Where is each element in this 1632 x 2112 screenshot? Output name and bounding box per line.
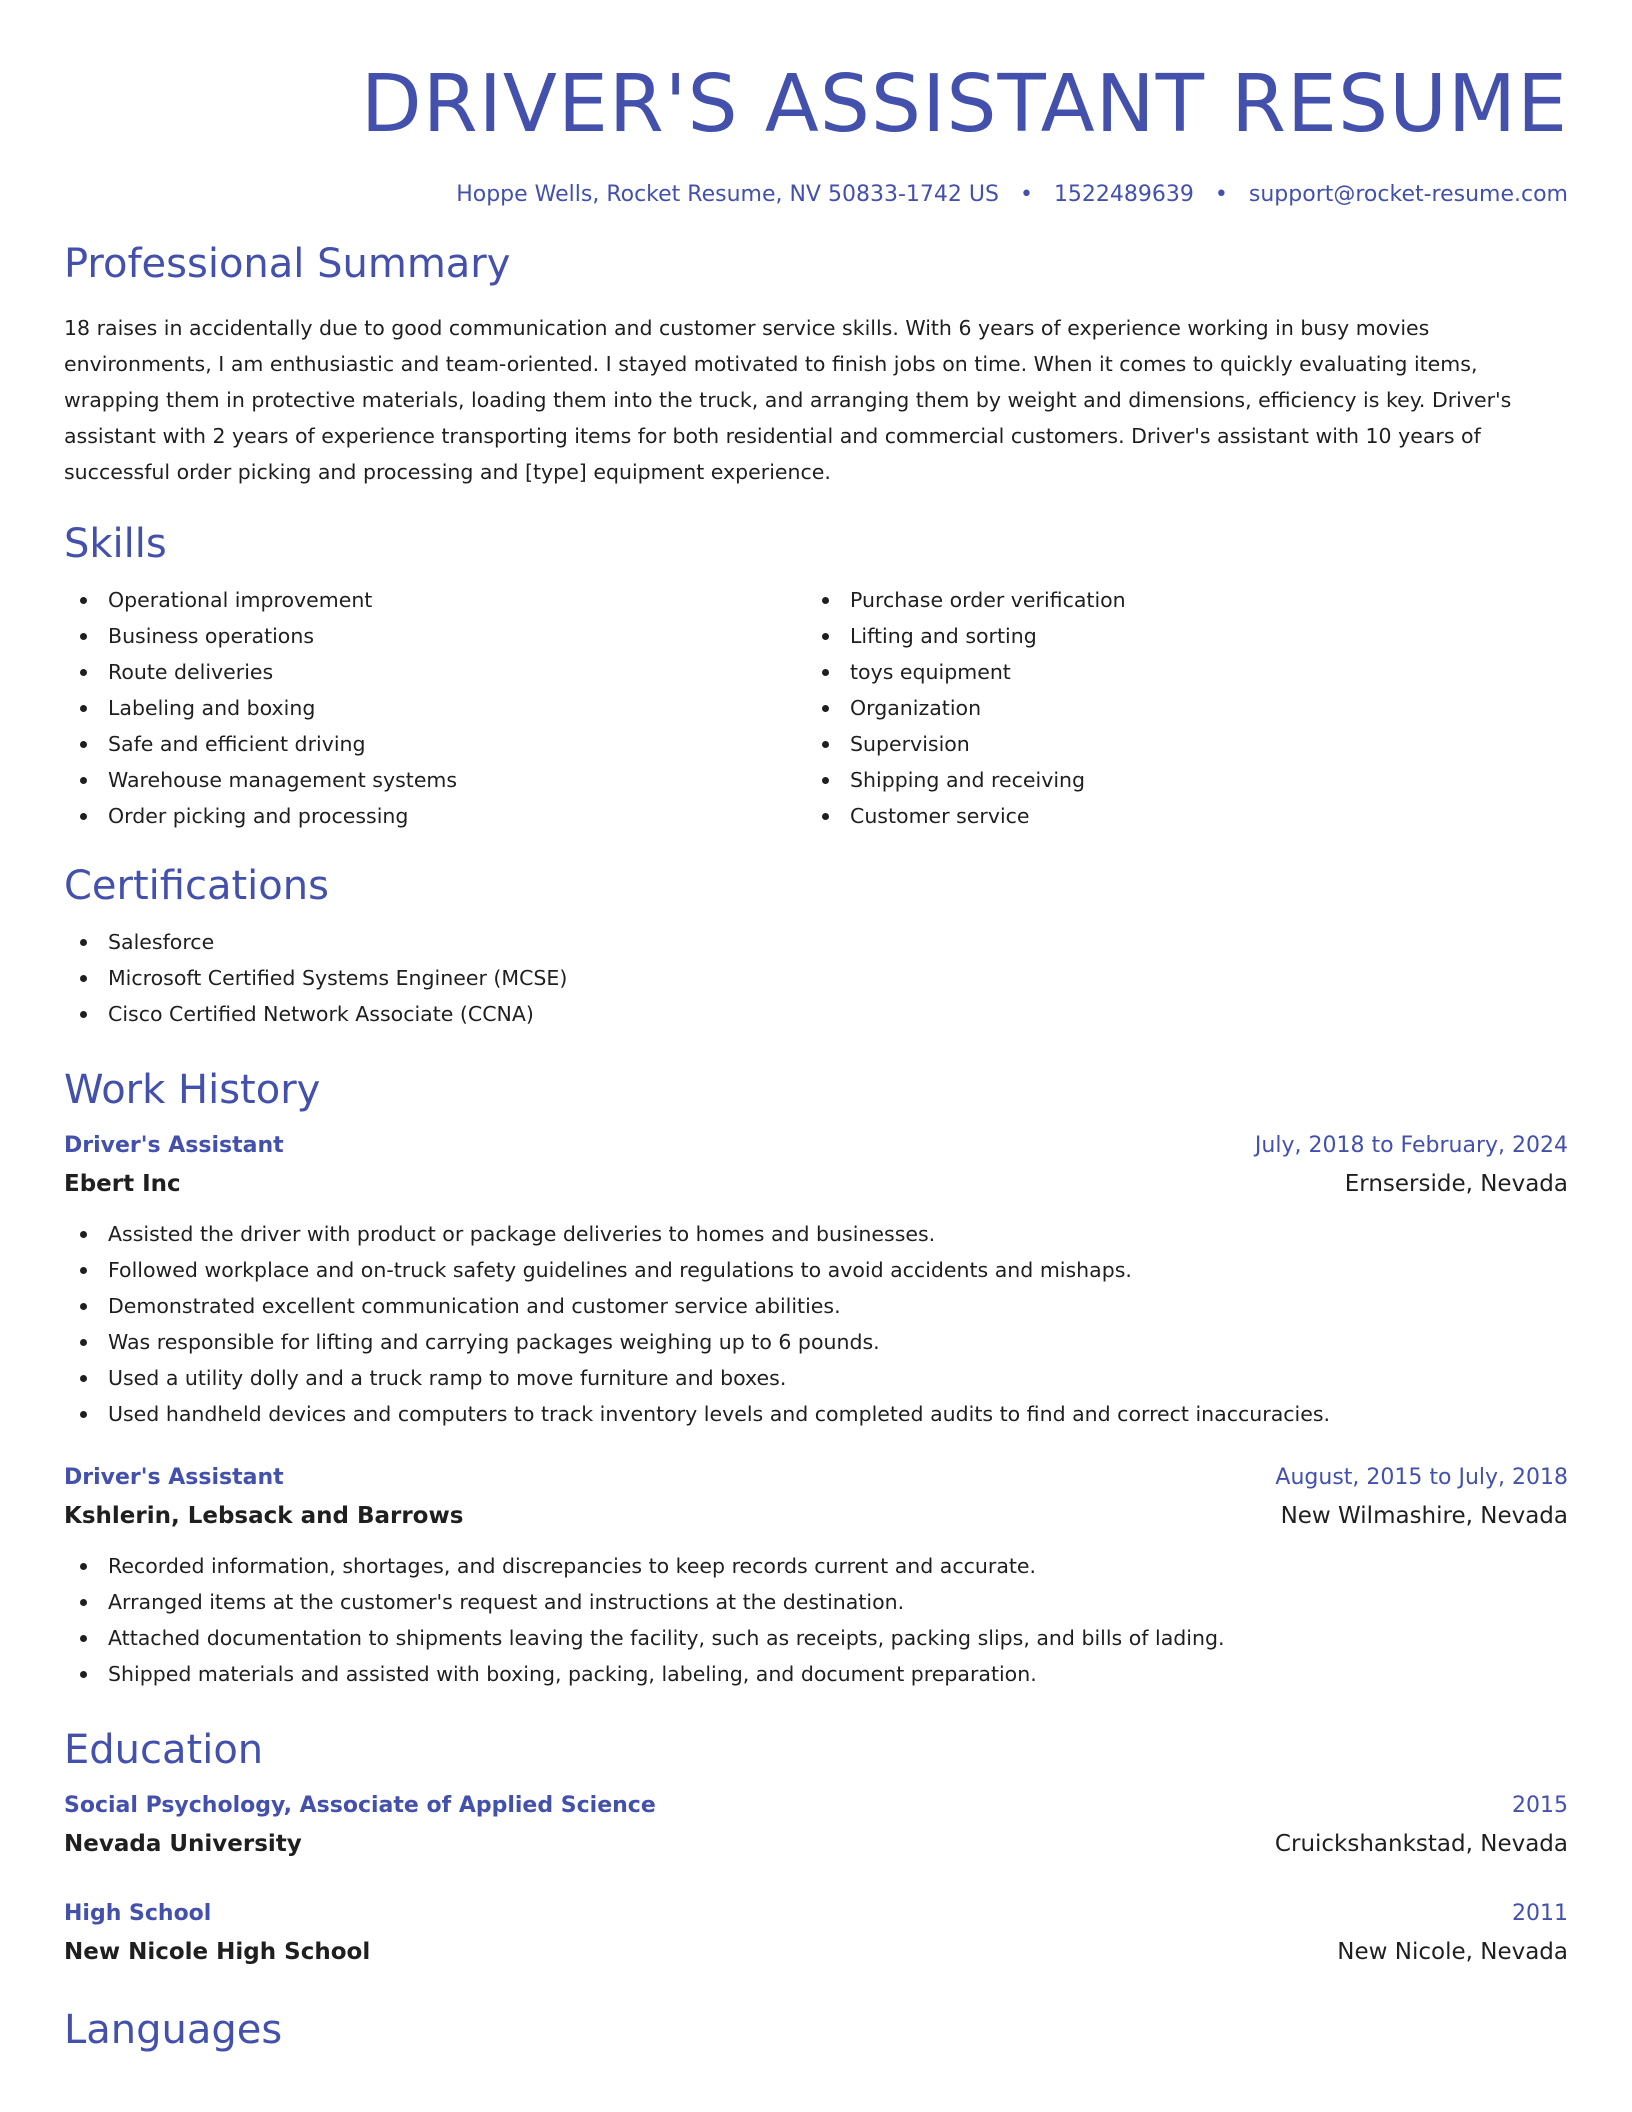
education-degree-row (64, 1896, 1568, 1932)
job-duty: Assisted the driver with product or package deliveries to homes and businesses. (64, 1216, 1568, 1252)
education-location: Cruickshankstad, Nevada (1274, 1831, 1568, 1857)
education-degree: High School (64, 1901, 212, 1926)
job-company: Ebert Inc (64, 1171, 181, 1197)
skill-item: Purchase order verification (806, 582, 1548, 618)
job-title: Driver's Assistant (64, 1465, 284, 1490)
skill-item: Warehouse management systems (64, 762, 806, 798)
job-duty: Demonstrated excellent communication and customer service abilities. (64, 1288, 1568, 1324)
job-title-row (64, 1460, 1568, 1496)
skill-item: Organization (806, 690, 1548, 726)
work-history-section (64, 1066, 1568, 1692)
contact-address: Hoppe Wells, Rocket Resume, NV 50833-1742 US (456, 182, 999, 207)
job-duty: Followed workplace and on-truck safety guidelines and regulations to avoid accidents and mishaps. (64, 1252, 1568, 1288)
certifications-list (64, 924, 1568, 1032)
skill-item: Labeling and boxing (64, 690, 806, 726)
education-entry (64, 1896, 1568, 1972)
job-duty: Was responsible for lifting and carrying packages weighing up to 6 pounds. (64, 1324, 1568, 1360)
skill-item: Operational improvement (64, 582, 806, 618)
skills-section (64, 520, 1568, 834)
education-section (64, 1726, 1568, 1972)
skill-item: toys equipment (806, 654, 1548, 690)
skill-item: Safe and efficient driving (64, 726, 806, 762)
education-entry (64, 1788, 1568, 1864)
job-duty: Shipped materials and assisted with boxing, packing, labeling, and document preparation. (64, 1656, 1568, 1692)
work-history-heading: Work History (64, 1067, 321, 1113)
job-location: New Wilmashire, Nevada (1280, 1503, 1568, 1529)
education-location: New Nicole, Nevada (1337, 1939, 1568, 1965)
job-duties-list (64, 1548, 1568, 1692)
education-heading: Education (64, 1727, 264, 1773)
skills-grid (64, 582, 1568, 834)
job-title-row (64, 1128, 1568, 1164)
job-location: Ernserside, Nevada (1344, 1171, 1568, 1197)
skill-item: Order picking and processing (64, 798, 806, 834)
education-school: Nevada University (64, 1831, 302, 1857)
job-entry (64, 1128, 1568, 1432)
skills-list-left (64, 582, 806, 834)
job-duty: Attached documentation to shipments leaving the facility, such as receipts, packing slips, and bills of lading. (64, 1620, 1568, 1656)
skills-heading: Skills (64, 521, 167, 567)
job-company-row (64, 1496, 1568, 1536)
skill-item: Lifting and sorting (806, 618, 1548, 654)
education-school-row (64, 1824, 1568, 1864)
job-company-row (64, 1164, 1568, 1204)
contact-email: support@rocket-resume.com (1248, 182, 1568, 207)
skill-item: Supervision (806, 726, 1548, 762)
certifications-heading: Certifications (64, 863, 329, 909)
contact-line (64, 180, 1568, 210)
skill-item: Business operations (64, 618, 806, 654)
contact-separator: • (1214, 182, 1228, 207)
skill-item: Route deliveries (64, 654, 806, 690)
languages-section (64, 2006, 1568, 2054)
resume-title: DRIVER'S ASSISTANT RESUME (360, 58, 1568, 150)
education-year: 2015 (1512, 1793, 1568, 1818)
job-duty: Used handheld devices and computers to track inventory levels and completed audits to find and correct inaccuracies. (64, 1396, 1568, 1432)
job-duty: Arranged items at the customer's request and instructions at the destination. (64, 1584, 1568, 1620)
certifications-section (64, 862, 1568, 1032)
education-school-row (64, 1932, 1568, 1972)
job-dates: August, 2015 to July, 2018 (1275, 1465, 1568, 1490)
languages-heading: Languages (64, 2007, 283, 2053)
certification-item: Microsoft Certified Systems Engineer (MCSE) (64, 960, 1568, 996)
education-school: New Nicole High School (64, 1939, 371, 1965)
contact-phone: 1522489639 (1053, 182, 1194, 207)
summary-text: 18 raises in accidentally due to good communication and customer service skills. With 6 years of experience working in busy movies environments, I am enthusiastic and team-oriented. I stayed motivated to finish jobs on time. When it comes to quickly evaluating items, wrapping them in protective materials, loading them into the truck, and arranging them by weight and dimensions, efficiency is key. Driver's assistant with 2 years of experience transporting items for both residential and commercial customers. Driver's assistant with 10 years of successful order picking and processing and [type] equipment experience. (64, 316, 1512, 484)
education-year: 2011 (1512, 1901, 1568, 1926)
summary-section (64, 240, 1568, 490)
skills-list-right (806, 582, 1548, 834)
education-degree: Social Psychology, Associate of Applied Science (64, 1793, 656, 1818)
certification-item: Salesforce (64, 924, 1568, 960)
job-duty: Used a utility dolly and a truck ramp to move furniture and boxes. (64, 1360, 1568, 1396)
job-company: Kshlerin, Lebsack and Barrows (64, 1503, 464, 1529)
education-degree-row (64, 1788, 1568, 1824)
contact-separator: • (1019, 182, 1033, 207)
summary-heading: Professional Summary (64, 241, 511, 287)
job-title: Driver's Assistant (64, 1133, 284, 1158)
certification-item: Cisco Certified Network Associate (CCNA) (64, 996, 1568, 1032)
skill-item: Shipping and receiving (806, 762, 1548, 798)
skill-item: Customer service (806, 798, 1548, 834)
job-dates: July, 2018 to February, 2024 (1254, 1133, 1568, 1158)
job-duty: Recorded information, shortages, and discrepancies to keep records current and accurate. (64, 1548, 1568, 1584)
job-duties-list (64, 1216, 1568, 1432)
job-entry (64, 1460, 1568, 1692)
